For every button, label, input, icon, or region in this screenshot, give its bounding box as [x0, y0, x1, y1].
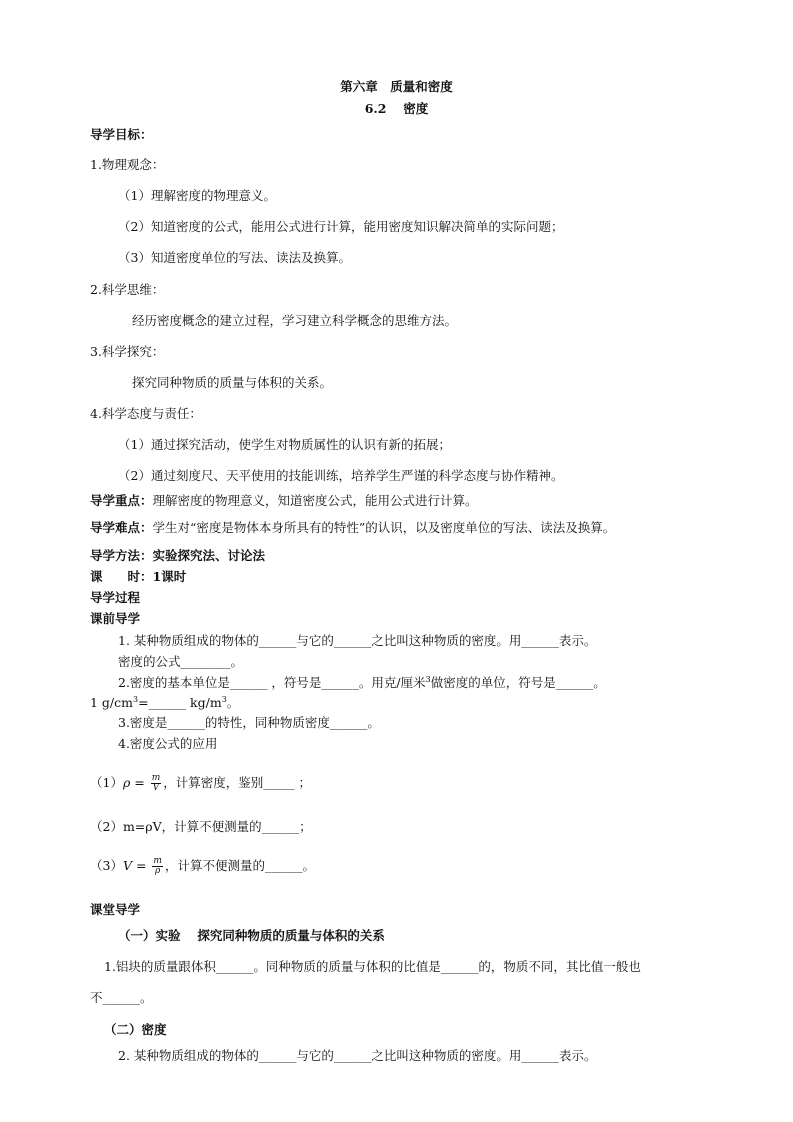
application-3	[90, 857, 315, 876]
class-hours: 课 时：1课时	[90, 569, 187, 584]
objective-4: 4.科学态度与责任：	[90, 406, 202, 421]
density-heading: （二）密度	[104, 1022, 167, 1037]
pre-question-2-a: 2.密度的基本单位是______ ，符号是______。用克/厘米	[118, 675, 426, 690]
experiment-question-1-cont: 不______。	[90, 990, 153, 1005]
key-point-text: 理解密度的物理意义，知道密度公式，能用公式进行计算。	[152, 493, 478, 508]
application-2: （2）m=ρV，计算不便测量的______；	[90, 819, 312, 834]
pre-question-1-formula: 密度的公式________。	[118, 654, 244, 669]
fraction-m-over-rho	[152, 857, 163, 876]
process-heading: 导学过程	[90, 590, 141, 605]
objective-1: 1.物理观念：	[90, 157, 165, 172]
pre-question-4: 4.密度公式的应用	[118, 736, 218, 751]
fraction-numerator: m	[151, 773, 161, 783]
equals-sign: =	[131, 858, 151, 873]
unit-conversion-sup2: 3	[221, 694, 227, 704]
key-point	[90, 492, 478, 510]
difficult-point-text: 学生对“密度是物体本身所具有的特性”的认识，以及密度单位的写法、读法及换算。	[152, 520, 616, 535]
fraction-denominator: V	[152, 783, 160, 793]
objective-3-1: 探究同种物质的质量与体积的关系。	[132, 375, 333, 390]
objective-1-2: （2）知道密度的公式，能用公式进行计算，能用密度知识解决简单的实际问题；	[118, 219, 564, 234]
objective-2-1: 经历密度概念的建立过程，学习建立科学概念的思维方法。	[132, 313, 458, 328]
application-1	[90, 774, 311, 793]
in-class-heading: 课堂导学	[90, 902, 141, 917]
application-1-text: ，计算密度，鉴别_____ ；	[163, 775, 312, 790]
application-3-index: （3）	[90, 858, 123, 873]
pre-question-2-b: 做密度的单位，符号是______。	[430, 675, 606, 690]
objective-4-1: （1）通过探究活动，使学生对物质属性的认识有新的拓展；	[118, 437, 451, 452]
unit-conversion	[90, 694, 239, 712]
objective-1-3: （3）知道密度单位的写法、读法及换算。	[118, 250, 351, 265]
pre-question-1: 1. 某种物质组成的物体的______与它的______之比叫这种物质的密度。用______表示。	[118, 633, 597, 648]
equals-sign: =	[130, 775, 149, 790]
chapter-title: 第六章 质量和密度	[340, 79, 453, 94]
pre-question-3: 3.密度是______的特性，同种物质密度______。	[118, 715, 380, 730]
unit-conversion-b: =______ kg/m	[138, 695, 222, 710]
objective-2: 2.科学思维：	[90, 282, 165, 297]
section-title: 6.2 密度	[364, 101, 429, 116]
unit-conversion-a: 1 g/cm	[90, 695, 133, 710]
key-point-label: 导学重点：	[90, 493, 153, 508]
difficult-point	[90, 519, 615, 537]
experiment-heading: （一）实验 探究同种物质的质量与体积的关系	[118, 928, 385, 943]
pre-class-heading: 课前导学	[90, 611, 141, 626]
pre-question-2-sup: 3	[425, 674, 431, 684]
difficult-point-label: 导学难点：	[90, 520, 153, 535]
unit-conversion-c: 。	[226, 695, 240, 710]
volume-symbol: V	[122, 858, 132, 873]
objectives-heading: 导学目标：	[90, 127, 153, 142]
unit-conversion-sup1: 3	[133, 694, 139, 704]
objective-3: 3.科学探究：	[90, 344, 165, 359]
application-1-index: （1）	[90, 775, 123, 790]
fraction-denominator: ρ	[155, 866, 161, 876]
objective-1-1: （1）理解密度的物理意义。	[118, 188, 276, 203]
objective-4-2: （2）通过刻度尺、天平使用的技能训练，培养学生严谨的科学态度与协作精神。	[118, 468, 564, 483]
method: 导学方法：实验探究法、讨论法	[90, 548, 266, 563]
experiment-question-1: 1.铝块的质量跟体积______。同种物质的质量与体积的比值是______的，物质不同，其比值一般也	[104, 959, 641, 974]
application-3-text: ，计算不便测量的______。	[164, 858, 315, 873]
density-question-2: 2. 某种物质组成的物体的______与它的______之比叫这种物质的密度。用______表示。	[118, 1048, 597, 1063]
fraction-m-over-v	[151, 774, 162, 793]
pre-question-2	[118, 674, 606, 692]
fraction-numerator: m	[153, 856, 162, 866]
rho-symbol: ρ	[122, 775, 131, 790]
